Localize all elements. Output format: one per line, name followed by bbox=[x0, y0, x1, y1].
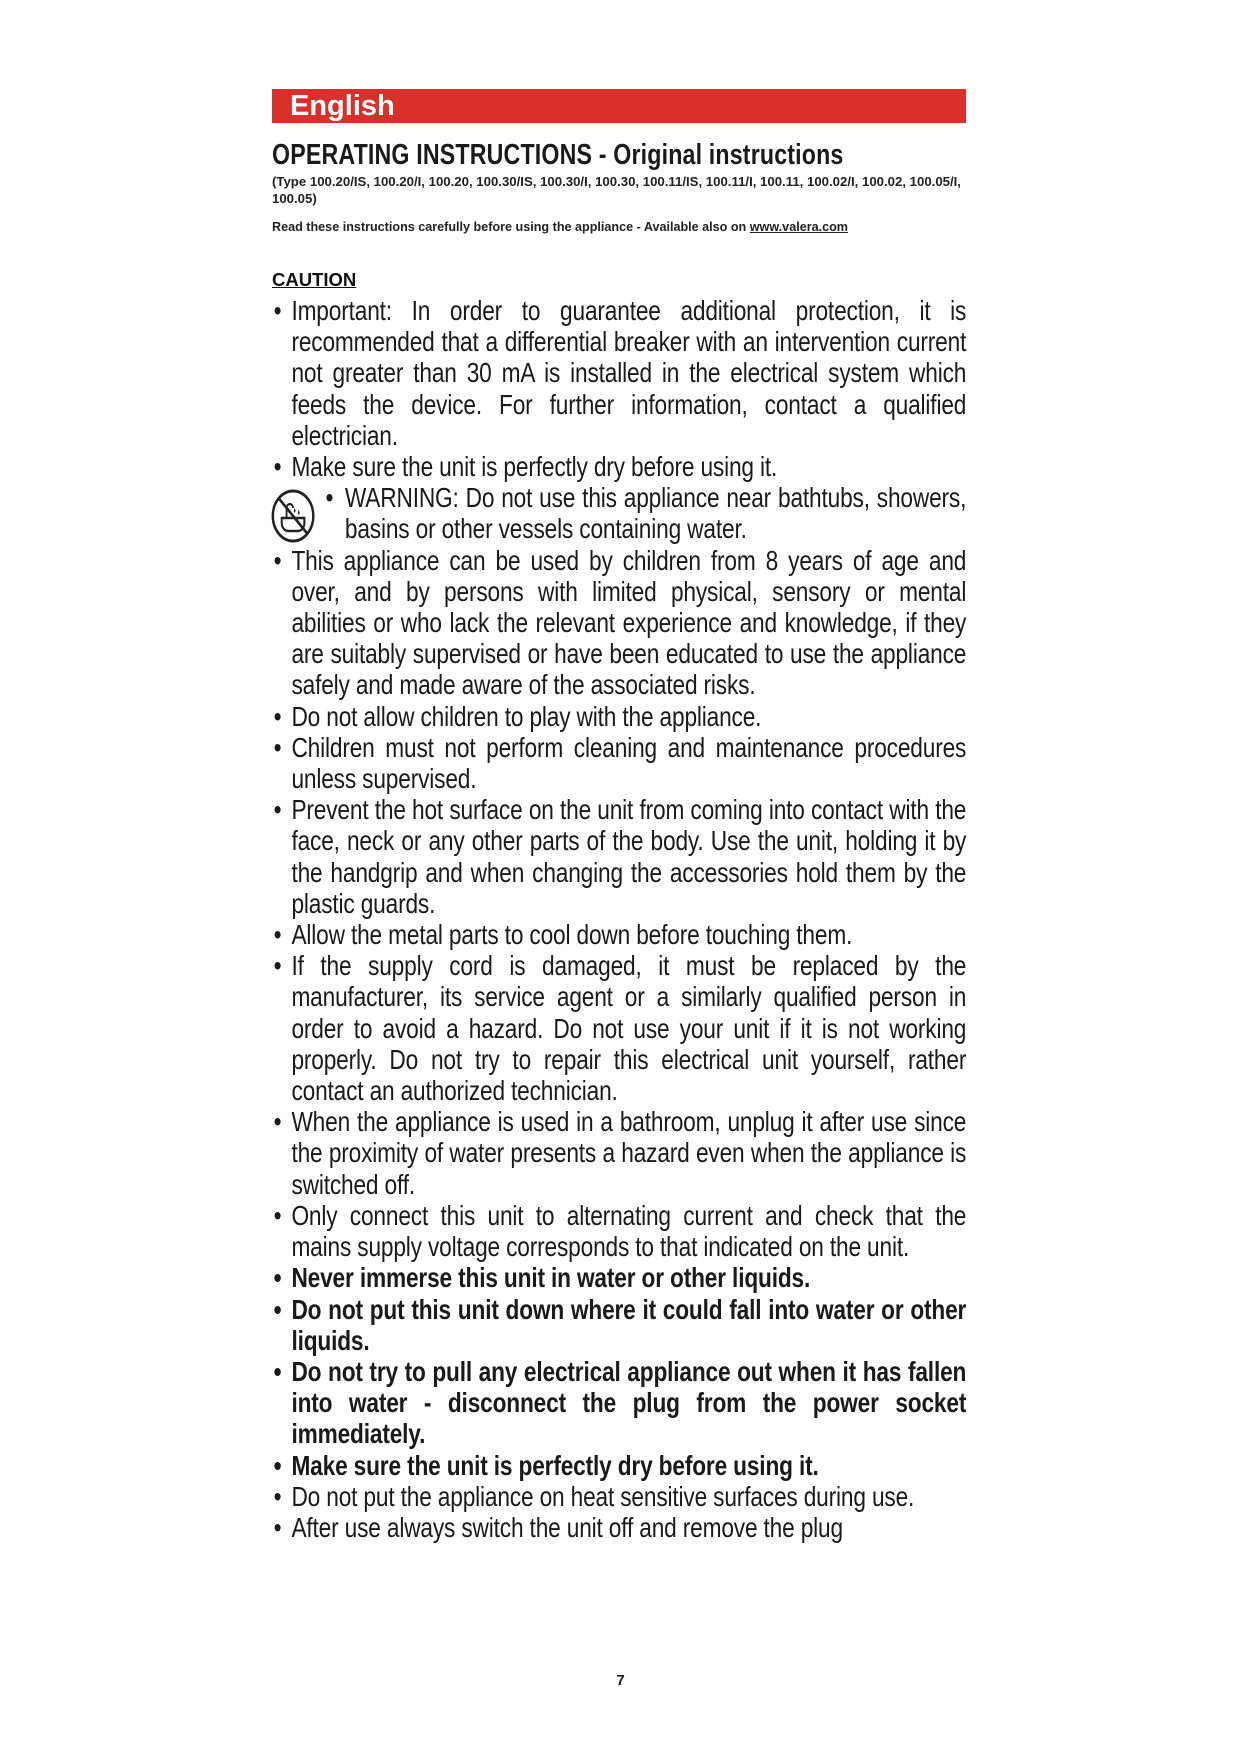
item-text: Do not put the appliance on heat sensitive surfaces during use. bbox=[291, 1480, 915, 1512]
page-content bbox=[272, 89, 966, 1543]
item-text: After use always switch the unit off and remove the plug bbox=[291, 1511, 843, 1543]
bullet: • bbox=[273, 1199, 282, 1231]
read-note-text: Read these instructions carefully before using the appliance - Available also on bbox=[272, 220, 750, 234]
read-instructions-note bbox=[272, 219, 966, 235]
item-text: This appliance can be used by children from 8 years of age and over, and by persons with limited physical, sensory or mental abilities or who lack the relevant experience and knowledge, if they are suitably supervised or have been educated to use the appliance safely and made aware of the associated risks. bbox=[291, 544, 967, 701]
model-types: (Type 100.20/IS, 100.20/I, 100.20, 100.30/IS, 100.30/I, 100.30, 100.11/IS, 100.11/I, 100.11, 100.02/I, 100.02, 100.05/I, 100.05) bbox=[272, 174, 961, 206]
caution-heading: CAUTION bbox=[272, 269, 357, 290]
list-item bbox=[272, 1200, 966, 1262]
list-item bbox=[272, 1512, 966, 1543]
list-item bbox=[272, 451, 966, 482]
bullet: • bbox=[273, 919, 282, 951]
bullet: • bbox=[273, 1262, 282, 1294]
no-water-bathtub-icon bbox=[270, 488, 315, 544]
list-item-bold bbox=[272, 1262, 966, 1293]
list-item bbox=[272, 545, 966, 701]
item-text: Allow the metal parts to cool down before touching them. bbox=[291, 919, 853, 951]
language-banner: English bbox=[272, 89, 966, 123]
list-item-bold bbox=[272, 1450, 966, 1481]
bullet: • bbox=[273, 950, 282, 982]
page-title: OPERATING INSTRUCTIONS - Original instructions bbox=[272, 139, 844, 171]
list-item bbox=[272, 1481, 966, 1512]
list-item bbox=[272, 295, 966, 451]
bullet: • bbox=[273, 1293, 282, 1325]
item-text: Make sure the unit is perfectly dry before using it. bbox=[291, 1449, 819, 1481]
list-item-bold bbox=[272, 1356, 966, 1450]
list-item bbox=[272, 1106, 966, 1200]
item-text: Do not put this unit down where it could fall into water or other liquids. bbox=[291, 1293, 967, 1356]
list-item bbox=[272, 701, 966, 732]
list-item bbox=[272, 919, 966, 950]
bullet: • bbox=[273, 1511, 282, 1543]
list-item bbox=[272, 950, 966, 1106]
list-item-warning bbox=[272, 482, 966, 544]
list-item bbox=[272, 794, 966, 919]
item-text: If the supply cord is damaged, it must be replaced by the manufacturer, its service agent or a similarly qualified person in order to avoid a hazard. Do not use your unit if it is not working properly. Do not try to repair this electrical unit yourself, rather contact an authorized technician. bbox=[291, 950, 967, 1107]
bullet: • bbox=[273, 794, 282, 826]
item-text: When the appliance is used in a bathroom, unplug it after use since the proximity of water presents a hazard even when the appliance is switched off. bbox=[291, 1106, 967, 1200]
bullet: • bbox=[273, 1449, 282, 1481]
bullet: • bbox=[273, 544, 282, 576]
bullet: • bbox=[273, 700, 282, 732]
item-text: Never immerse this unit in water or other liquids. bbox=[291, 1262, 811, 1294]
item-text: Do not allow children to play with the appliance. bbox=[291, 700, 762, 732]
item-text: Important: In order to guarantee additional protection, it is recommended that a differential breaker with an intervention current not greater than 30 mA is installed in the electrical system which feeds the device. For further information, contact a qualified electrician. bbox=[291, 295, 967, 451]
list-item bbox=[272, 732, 966, 794]
item-text: Prevent the hot surface on the unit from coming into contact with the face, neck or any other parts of the body. Use the unit, holding it by the handgrip and when changing the accessories hold them by the plastic guards. bbox=[291, 794, 967, 919]
item-text: WARNING: Do not use this appliance near bathtubs, showers, basins or other vessels containing water. bbox=[344, 482, 967, 545]
bullet: • bbox=[325, 482, 334, 514]
bullet: • bbox=[273, 1480, 282, 1512]
item-text: Children must not perform cleaning and maintenance procedures unless supervised. bbox=[291, 731, 967, 795]
list-item-bold bbox=[272, 1294, 966, 1356]
item-text: Make sure the unit is perfectly dry before using it. bbox=[291, 451, 778, 483]
bullet: • bbox=[273, 731, 282, 763]
bullet: • bbox=[273, 1106, 282, 1138]
bullet: • bbox=[273, 451, 282, 483]
bullet: • bbox=[273, 295, 282, 326]
item-text: Only connect this unit to alternating current and check that the mains supply voltage corresponds to that indicated on the unit. bbox=[291, 1199, 967, 1263]
item-text: Do not try to pull any electrical appliance out when it has fallen into water - disconnect the plug from the power socket immediately. bbox=[291, 1355, 967, 1450]
website-link[interactable]: www.valera.com bbox=[749, 220, 848, 234]
page-number: 7 bbox=[616, 1672, 625, 1689]
caution-list bbox=[272, 295, 966, 1543]
bullet: • bbox=[273, 1355, 282, 1387]
